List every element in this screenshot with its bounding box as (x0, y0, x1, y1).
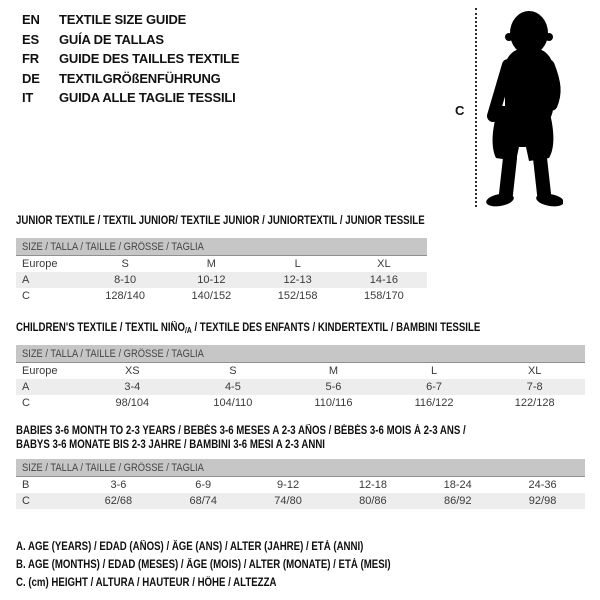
cell: 9-12 (277, 479, 300, 491)
size-header-row (16, 345, 585, 363)
language-title: GUÍA DE TALLAS (59, 31, 164, 47)
table-row (16, 288, 427, 304)
cell: XS (124, 365, 140, 377)
cell: M (328, 365, 339, 377)
row-label: A (16, 379, 82, 395)
baby-silhouette-icon (483, 8, 563, 208)
cell: 110/116 (314, 397, 353, 409)
cell: L (431, 365, 438, 377)
size-header-row (16, 459, 585, 477)
babies-title-line2: BABYS 3-6 MONATE BIS 2-3 JAHRE / BAMBINI 3-6 MESI A 2-3 ANNI (16, 439, 325, 451)
legend-notes (16, 538, 462, 592)
language-code: EN (22, 12, 40, 27)
language-code: ES (22, 31, 39, 47)
cell: 92/98 (500, 493, 585, 509)
row-label: C (22, 290, 30, 302)
cell: 4-5 (183, 379, 284, 395)
cell: S (229, 365, 237, 377)
cell: 128/140 (105, 290, 145, 302)
children-title-sub: /A (185, 326, 192, 335)
language-title: GUIDE DES TAILLES TEXTILE (59, 51, 240, 66)
cell: 6-9 (195, 479, 212, 491)
row-label: C (16, 493, 76, 509)
language-title: TEXTILE SIZE GUIDE (59, 12, 187, 27)
language-title: GUIDA ALLE TAGLIE TESSILI (59, 90, 236, 105)
cell: 80/86 (330, 493, 415, 509)
row-label: Europe (22, 365, 58, 377)
children-size-table (16, 345, 585, 411)
cell: 68/74 (161, 493, 246, 509)
babies-section-title (16, 424, 466, 452)
row-label: B (22, 479, 30, 491)
table-row (16, 256, 427, 273)
language-code: DE (22, 70, 40, 86)
size-header-row (16, 238, 427, 256)
cell: L (294, 258, 301, 270)
size-header: SIZE / TALLA / TAILLE / GRÖSSE / TAGLIA (22, 240, 204, 253)
row-label: A (16, 272, 82, 288)
size-header: SIZE / TALLA / TAILLE / GRÖSSE / TAGLIA (22, 461, 204, 474)
cell: 12-13 (255, 272, 341, 288)
language-item-es (22, 30, 239, 50)
cell: 14-16 (341, 272, 427, 288)
cell: 62/68 (76, 493, 161, 509)
language-item-fr (22, 49, 239, 69)
cell: 8-10 (82, 272, 168, 288)
cell: 7-8 (484, 379, 585, 395)
cell: M (206, 258, 216, 270)
cell: 104/110 (213, 397, 253, 409)
babies-size-table (16, 459, 585, 509)
cell: 116/122 (414, 397, 454, 409)
cell: 140/152 (191, 290, 232, 302)
cell: 12-18 (358, 479, 387, 491)
note-age-years: A. AGE (YEARS) / EDAD (AÑOS) / ÂGE (ANS) / ALTER (JAHRE) / ETÀ (ANNI) (16, 541, 364, 553)
table-row (16, 395, 585, 411)
cell: XL (377, 258, 391, 270)
height-measure-label: C (455, 103, 465, 118)
cell: 6-7 (384, 379, 485, 395)
language-item-en (22, 10, 239, 30)
table-row (16, 379, 585, 395)
size-header: SIZE / TALLA / TAILLE / GRÖSSE / TAGLIA (22, 347, 204, 360)
junior-section-title: JUNIOR TEXTILE / TEXTIL JUNIOR/ TEXTILE JUNIOR / JUNIORTEXTIL / JUNIOR TESSILE (16, 215, 425, 227)
cell: XL (527, 365, 542, 377)
cell: 10-12 (168, 272, 254, 288)
language-title: TEXTILGRÖßENFÜHRUNG (59, 70, 221, 86)
cell: 152/158 (277, 290, 318, 302)
cell: 3-4 (82, 379, 183, 395)
cell: 3-6 (110, 479, 127, 491)
cell: 86/92 (415, 493, 500, 509)
language-item-de (22, 69, 239, 89)
table-row (16, 493, 585, 509)
cell: 18-24 (443, 479, 472, 491)
children-title-post: / TEXTILE DES ENFANTS / KINDERTEXTIL / BAMBINI TESSILE (191, 322, 481, 334)
table-row (16, 363, 585, 380)
children-section-title (16, 321, 480, 338)
cell: 5-6 (283, 379, 384, 395)
cell: 74/80 (246, 493, 331, 509)
babies-title-line1: BABIES 3-6 MONTH TO 2-3 YEARS / BEBÉS 3-6 MESES A 2-3 AÑOS / BÉBÉS 3-6 MOIS À 2-3 ANS / (16, 425, 466, 437)
row-label: Europe (22, 258, 58, 270)
junior-size-table (16, 238, 427, 304)
cell: 24-36 (528, 479, 557, 491)
note-height-cm: C. (cm) HEIGHT / ALTURA / HAUTEUR / HÖHE / ALTEZZA (16, 577, 277, 589)
height-measure-line (475, 8, 477, 207)
language-code: FR (22, 51, 39, 66)
row-label: C (22, 397, 30, 409)
language-list (22, 10, 239, 108)
language-code: IT (22, 90, 34, 105)
cell: 158/170 (363, 290, 404, 302)
cell: 122/128 (514, 397, 555, 409)
language-item-it (22, 88, 239, 108)
cell: 98/104 (115, 397, 150, 409)
table-row (16, 477, 585, 494)
table-row (16, 272, 427, 288)
note-age-months: B. AGE (MONTHS) / EDAD (MESES) / ÂGE (MOIS) / ALTER (MONATE) / ETÀ (MESI) (16, 559, 391, 571)
cell: S (121, 258, 129, 270)
children-title-pre: CHILDREN'S TEXTILE / TEXTIL NIÑO (16, 322, 186, 334)
